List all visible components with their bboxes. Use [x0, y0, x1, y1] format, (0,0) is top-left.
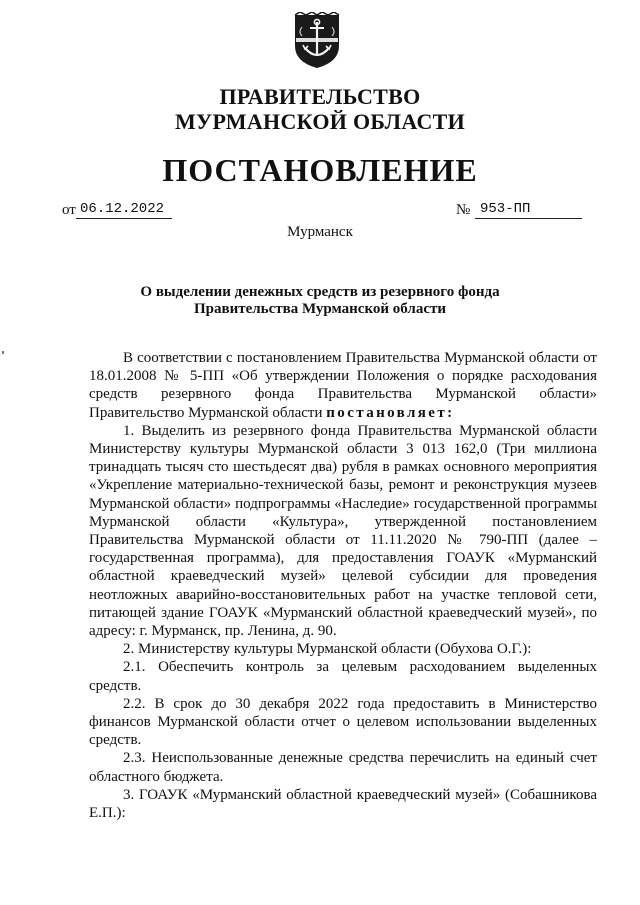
city-name: Мурманск: [287, 224, 353, 240]
paragraph-2: 2. Министерству культуры Мурманской области (Обухова О.Г.):: [123, 641, 532, 658]
paragraph-3: 3. ГОАУК «Мурманский областной краеведческий музей» (Собашникова Е.П.):: [89, 786, 597, 822]
paragraph-2-2: 2.2. В срок до 30 декабря 2022 года предоставить в Министерство финансов Мурманской области отчет о целевом использовании выделенных средств.: [89, 695, 597, 749]
decree-word: постановляет:: [326, 404, 455, 421]
document-type-title: ПОСТАНОВЛЕНИЕ: [162, 152, 478, 188]
document-body: [89, 349, 597, 822]
subject-line2: Правительства Мурманской области: [193, 301, 447, 317]
date-label: от: [62, 202, 76, 218]
intro-text: В соответствии с постановлением Правительства Мурманской области от 18.01.2008 № 5-ПП «Об утверждении Положения о порядке расходования средств резервного фонда Правительства Мурманской области» Правительство Мурманской области: [89, 350, 597, 421]
organization-name-line1: ПРАВИТЕЛЬСТВО: [219, 84, 421, 109]
coat-of-arms-graphic: [292, 12, 342, 70]
subject-line1: О выделении денежных средств из резервного фонда: [140, 284, 500, 300]
document-date: 06.12.2022: [76, 200, 172, 219]
coat-of-arms-icon: [292, 12, 342, 70]
intro-paragraph: [89, 349, 597, 422]
document-number: 953-ПП: [475, 200, 582, 219]
paragraph-2-3: 2.3. Неиспользованные денежные средства перечислить на единый счет областного бюджета.: [89, 750, 597, 785]
paragraph-1: 1. Выделить из резервного фонда Правительства Мурманской области Министерству культуры Мурманской области 3 013 162,0 (Три миллиона тринадцать тысяч сто шестьдесят два) рубля в рамках основного мероприятия «Укрепление материально-технической базы, ремонт и реконструкция музеев Мурманской области» подпрограммы «Наследие» государственной программы Мурманской области «Культура», утвержденной постановлением Правительства Мурманской области от 11.11.2020 № 790-ПП (далее – государственная программа), для предоставления ГОАУК «Мурманский областной краеведческий музей» целевой субсидии для проведения неотложных аварийно-восстановительных работ на участке тепловой сети, питающей здание ГОАУК «Мурманский областной краеведческий музей», по адресу: г. Мурманск, пр. Ленина, д. 90.: [89, 422, 597, 640]
scan-margin-mark: [2, 351, 4, 354]
number-label: №: [456, 202, 471, 218]
organization-name-line2: МУРМАНСКОЙ ОБЛАСТИ: [174, 109, 466, 134]
paragraph-2-1: 2.1. Обеспечить контроль за целевым расходованием выделенных средств.: [89, 659, 597, 694]
